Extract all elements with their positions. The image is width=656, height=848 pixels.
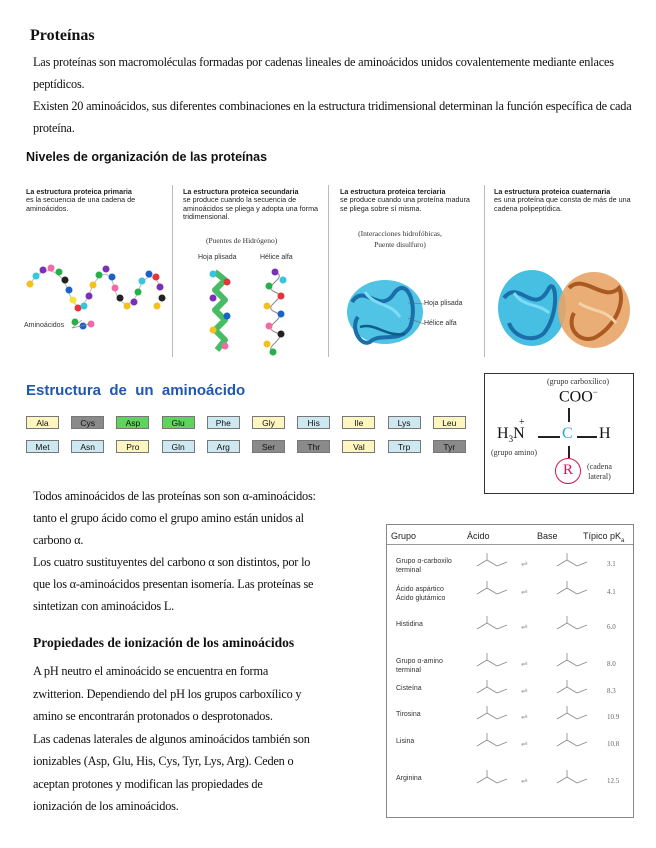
amino-acid-box: Ile [342, 416, 375, 429]
coo-group: COO− [559, 387, 598, 406]
side-chain-r: R [555, 458, 581, 484]
secondary-structure-caption: La estructura proteica secundaria se produce cuando la secuencia de aminoácidos se pliega y adopta una forma tridimensional. [183, 187, 319, 221]
table-row-pka: 4.1 [607, 588, 616, 596]
base-form-structure [553, 767, 597, 791]
table-row-name: Grupo α-carboxilo terminal [396, 558, 452, 574]
base-form-structure [553, 650, 597, 674]
table-row-pka: 8.3 [607, 687, 616, 695]
ionization-table [386, 524, 634, 818]
amino-acid-box: His [297, 416, 330, 429]
equilibrium-arrow: ⇌ [521, 686, 527, 695]
label-leader-lines [408, 300, 428, 330]
carboxyl-group-label: (grupo carboxílico) [547, 377, 609, 386]
table-row-pka: 3.1 [607, 560, 616, 568]
table-row-pka: 10.9 [607, 713, 620, 721]
amino-acid-box: Thr [297, 440, 330, 453]
base-form-structure [553, 578, 597, 602]
quaternary-structure-illustration [494, 258, 634, 356]
amino-group: $H_3N$ [497, 425, 525, 445]
table-row-name: Arginina [396, 775, 422, 782]
header-pk: Típico $pK_a$ [583, 531, 625, 544]
base-form-structure [553, 677, 597, 701]
amino-acid-structure-title: Estructura de un aminoácido [26, 382, 246, 399]
amino-acid-box: Pro [116, 440, 149, 453]
amino-group-label: (grupo amino) [491, 448, 537, 457]
aminoacids-label: Aminoácidos [24, 322, 65, 329]
alpha-aminoacid-text: Todos aminoácidos de las proteínas son son α-aminoácidos: tanto el grupo ácido como el grupo amino están unidos al carbono α. Los cuatro sustituyentes del carbono α son distintos, por lo que los α-aminoácidos presentan isomería. Las proteínas se sintetizan con aminoácidos L. [33, 489, 316, 613]
equilibrium-arrow: ⇌ [521, 559, 527, 568]
column-divider [328, 185, 329, 357]
amino-acid-box: Glu [162, 416, 195, 429]
intro-paragraph-1: Las proteínas son macromoléculas formadas por cadenas lineales de aminoácidos unidos covalentemente mediante enlaces peptídicos. [33, 55, 614, 91]
header-grupo: Grupo [391, 531, 417, 541]
hydrogen-atom: H [599, 425, 611, 442]
base-form-structure [553, 730, 597, 754]
page-title: Proteínas [30, 27, 95, 44]
ionization-text: A pH neutro el aminoácido se encuentra en forma zwitterion. Dependiendo del pH los grupos carboxílico y amino se encontrarán protonados o desprotonados. Las cadenas laterales de algunos aminoácidos también son ionizables (Asp, Glu, His, Cys, Tyr, Lys, Arg). Ceden o aceptan protones y modifican las propiedades de ionización de los aminoácidos. [33, 664, 310, 813]
table-row-name: Lisina [396, 738, 415, 745]
amino-acid-box: Val [342, 440, 375, 453]
amino-acid-box: Leu [433, 416, 466, 429]
equilibrium-arrow: ⇌ [521, 739, 527, 748]
equilibrium-arrow: ⇌ [521, 659, 527, 668]
base-form-structure [553, 613, 597, 637]
table-row-pka: 8.0 [607, 660, 616, 668]
alpha-carbon: C [562, 425, 573, 442]
base-form-structure [553, 703, 597, 727]
equilibrium-arrow: ⇌ [521, 712, 527, 721]
beta-sheet-label: Hoja plisada [198, 254, 237, 261]
amino-acid-formula-box [484, 373, 634, 494]
amino-acid-box: Tyr [433, 440, 466, 453]
table-row-pka: 10.8 [607, 740, 620, 748]
amino-acid-box: Gly [252, 416, 285, 429]
amino-acid-box: Phe [207, 416, 240, 429]
amino-acid-box: Arg [207, 440, 240, 453]
header-base: Base [537, 531, 558, 541]
tertiary-note: (Interacciones hidrofóbicas, Puente disulfuro) [358, 229, 442, 249]
column-divider [172, 185, 173, 357]
amino-acid-box: Cys [71, 416, 104, 429]
tertiary-structure-caption: La estructura proteica terciaria se produce cuando una proteína madura se pliega sobre sí misma. [340, 187, 470, 213]
column-divider [484, 185, 485, 357]
amino-acid-box: Ser [252, 440, 285, 453]
bond-right [577, 436, 597, 438]
amino-acid-box: Trp [388, 440, 421, 453]
header-acido: Ácido [467, 531, 490, 541]
acid-form-structure [473, 767, 517, 791]
tertiary-helix-label: Hélice alfa [424, 320, 457, 327]
amino-acid-box: Asp [116, 416, 149, 429]
levels-title: Niveles de organización de las proteínas [26, 150, 268, 164]
table-row-name: Tirosina [396, 711, 421, 718]
amino-acid-box: Ala [26, 416, 59, 429]
bond-vertical-top [568, 408, 570, 422]
table-row-pka: 6.0 [607, 623, 616, 631]
base-form-structure [553, 550, 597, 574]
header-rule [387, 544, 633, 545]
side-chain-label: (cadena lateral) [587, 462, 612, 481]
ionization-title: Propiedades de ionización de los aminoácidos [33, 635, 295, 650]
alpha-helix-label: Hélice alfa [260, 254, 293, 261]
amino-acid-box: Gln [162, 440, 195, 453]
acid-form-structure [473, 578, 517, 602]
primary-structure-caption: La estructura proteica primaria es la secuencia de una cadena de aminoácidos. [26, 187, 136, 213]
table-row-name: Grupo α-amino terminal [396, 658, 443, 674]
equilibrium-arrow: ⇌ [521, 622, 527, 631]
table-row-name: Histidina [396, 621, 423, 628]
bond-left [538, 436, 560, 438]
equilibrium-arrow: ⇌ [521, 776, 527, 785]
table-row-pka: 12.5 [607, 777, 620, 785]
amino-acid-box: Asn [71, 440, 104, 453]
amino-acid-box: Lys [388, 416, 421, 429]
acid-form-structure [473, 730, 517, 754]
secondary-structure-illustration [195, 268, 305, 356]
acid-form-structure [473, 613, 517, 637]
tertiary-sheet-label: Hoja plisada [424, 300, 463, 307]
amino-acid-box: Met [26, 440, 59, 453]
acid-form-structure [473, 677, 517, 701]
table-row-name: Cisteína [396, 685, 422, 692]
hydrogen-bonds-note: (Puentes de Hidrógeno) [206, 236, 278, 245]
acid-form-structure [473, 703, 517, 727]
bond-vertical-bottom [568, 446, 570, 458]
table-row-name: Ácido aspártico Ácido glutámico [396, 586, 446, 602]
n-charge: + [519, 417, 525, 428]
equilibrium-arrow: ⇌ [521, 587, 527, 596]
acid-form-structure [473, 650, 517, 674]
quaternary-structure-caption: La estructura proteica cuaternaria es una proteína que consta de más de una cadena polipeptídica. [494, 187, 631, 213]
acid-form-structure [473, 550, 517, 574]
intro-paragraph-2: Existen 20 aminoácidos, sus diferentes combinaciones en la estructura tridimensional determinan la función específica de cada proteína. [33, 99, 632, 135]
